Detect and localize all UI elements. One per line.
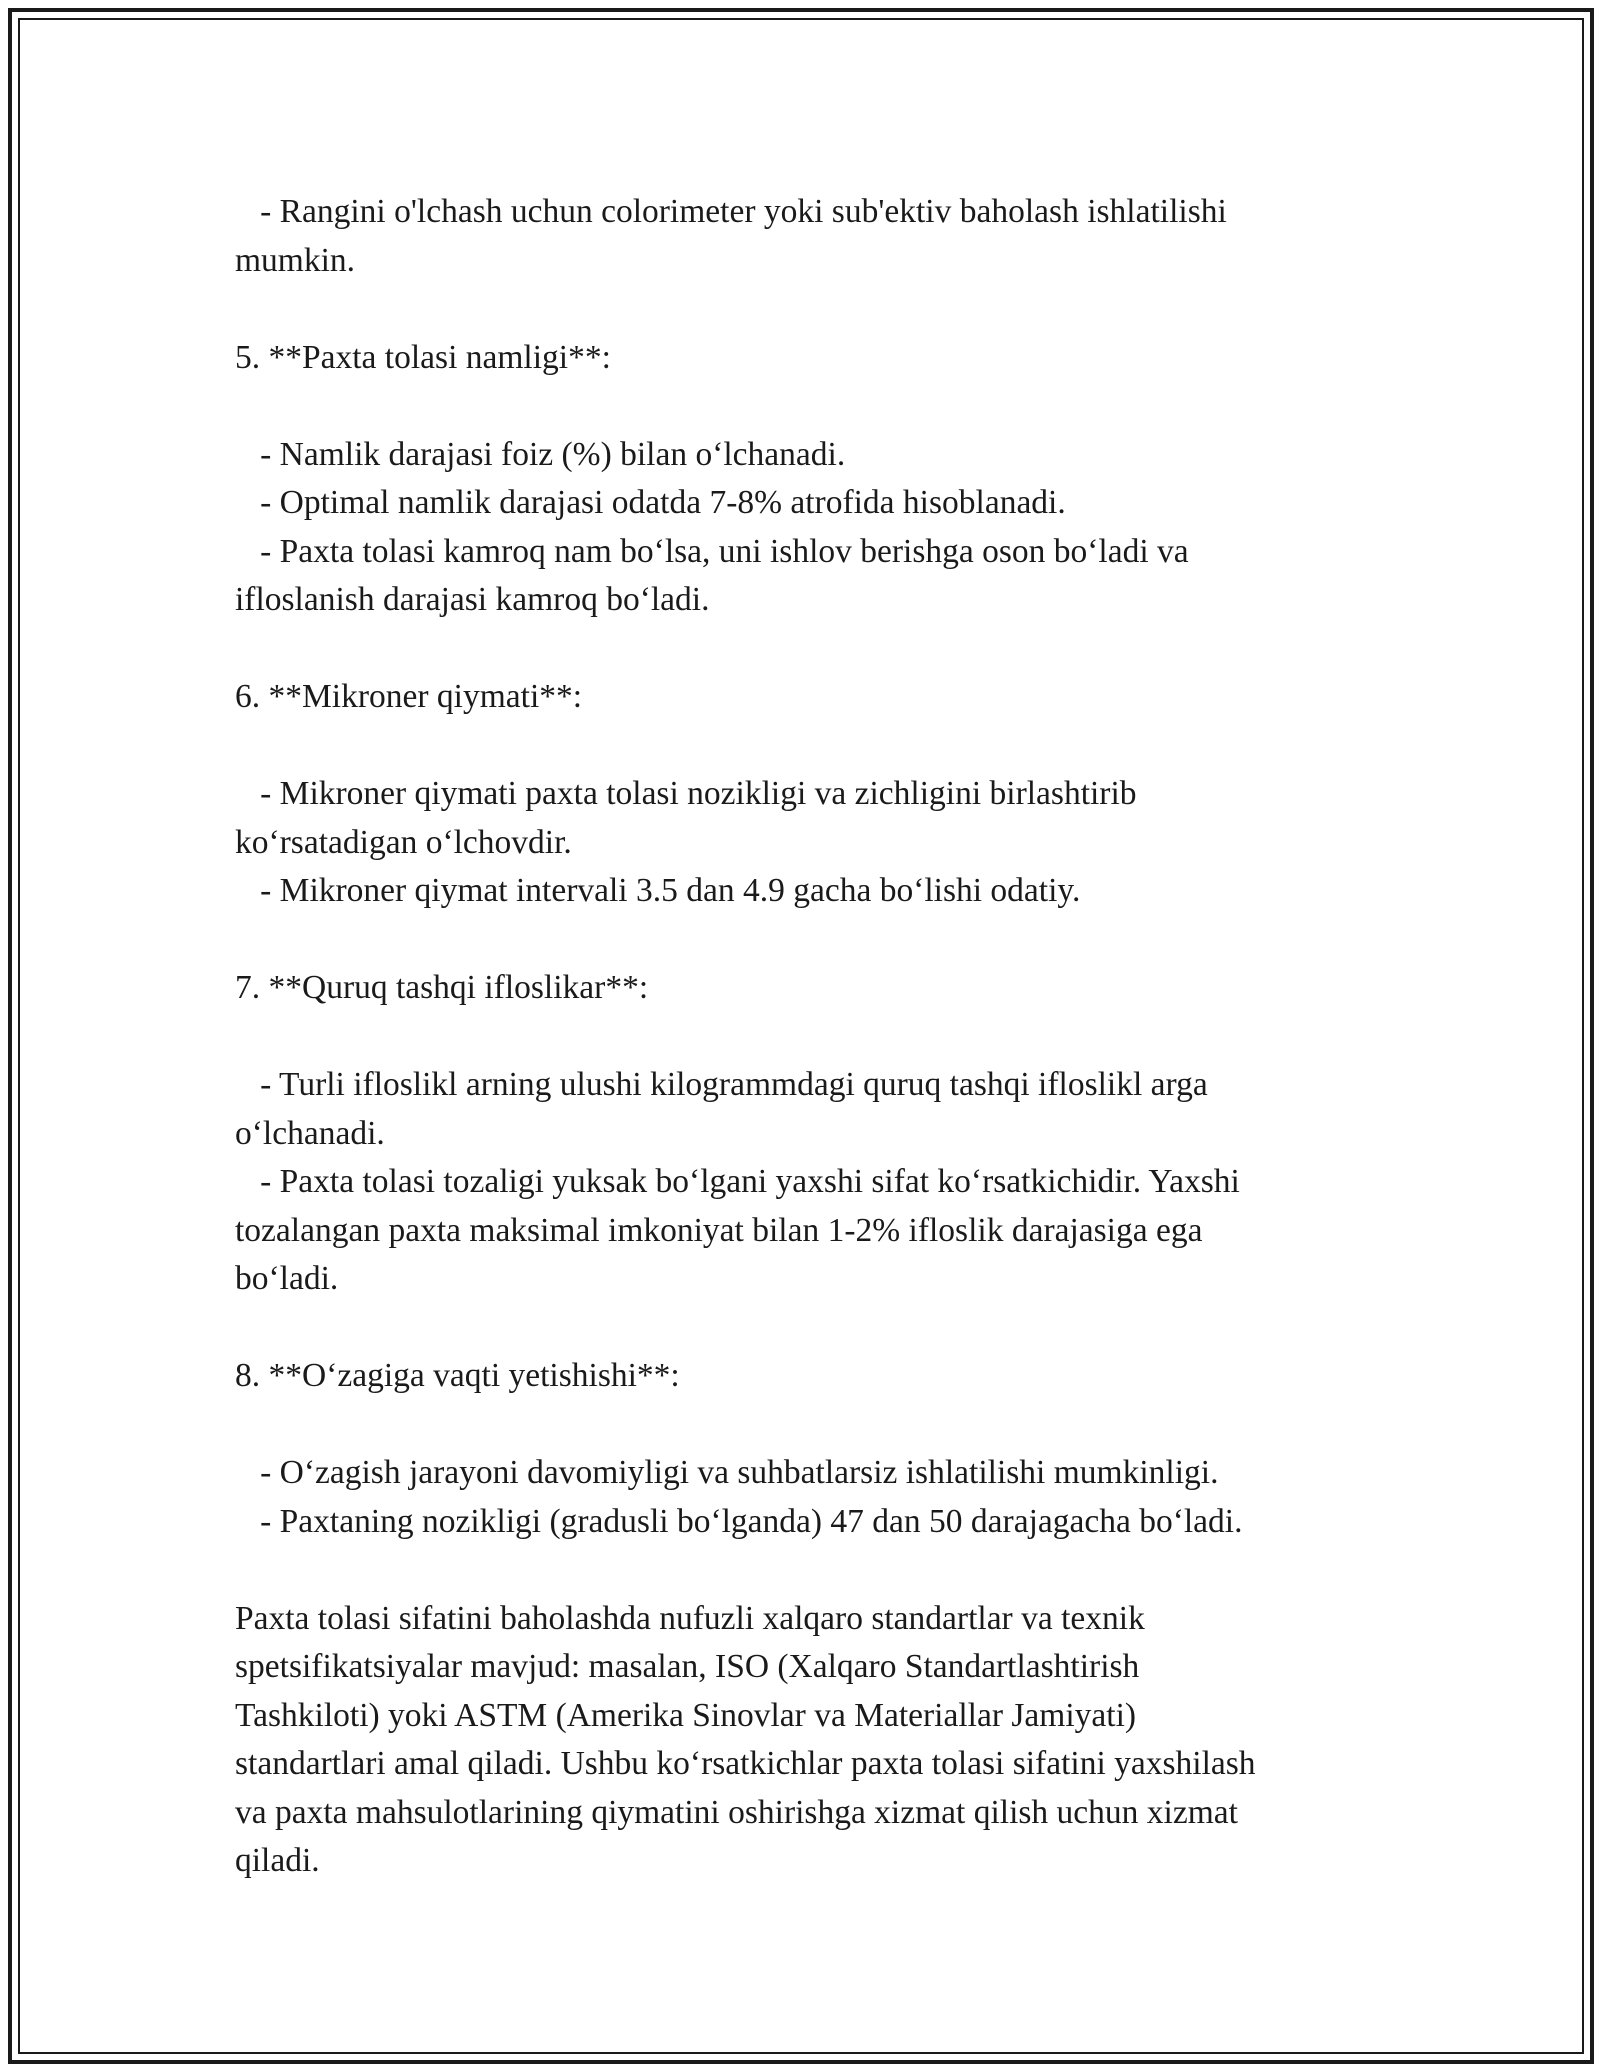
blank-line (235, 382, 1365, 431)
bullet-micronaire-definition: - Mikroner qiymati paxta tolasi nozikligi va zichligini birlashtirib koʻrsatadigan oʻlchovdir. (235, 775, 1137, 861)
document-body (235, 188, 1365, 1886)
blank-line (235, 916, 1365, 965)
bullet-maturity-fineness: - Paxtaning nozikligi (gradusli boʻlganda) 47 dan 50 darajagacha boʻladi. (235, 1502, 1243, 1540)
blank-line (235, 722, 1365, 771)
bullet-trash-measure: - Turli ifloslikl arning ulushi kilogrammdagi quruq tashqi ifloslikl arga oʻlchanadi. (235, 1066, 1208, 1152)
bullet-moisture-percent: - Namlik darajasi foiz (%) bilan oʻlchanadi. (235, 435, 846, 473)
bullet-moisture-low: - Paxta tolasi kamroq nam boʻlsa, uni ishlov berishga oson boʻladi va ifloslanish darajasi kamroq boʻladi. (235, 532, 1189, 618)
heading-item-5: 5. **Paxta tolasi namligi**: (235, 338, 611, 376)
bullet-trash-cleanliness: - Paxta tolasi tozaligi yuksak boʻlgani yaxshi sifat koʻrsatkichidir. Yaxshi tozalangan paxta maksimal imkoniyat bilan 1-2% ifloslik darajasiga ega boʻladi. (235, 1163, 1240, 1297)
bullet-moisture-optimal: - Optimal namlik darajasi odatda 7-8% atrofida hisoblanadi. (235, 484, 1066, 521)
heading-item-8: 8. **Oʻzagiga vaqti yetishishi**: (235, 1357, 680, 1394)
bullet-micronaire-range: - Mikroner qiymat intervali 3.5 dan 4.9 gacha boʻlishi odatiy. (235, 872, 1081, 909)
paragraph-color-note: - Rangini o'lchash uchun colorimeter yoki sub'ektiv baholash ishlatilishi mumkin. (235, 193, 1227, 279)
heading-item-6: 6. **Mikroner qiymati**: (235, 678, 583, 715)
blank-line (235, 625, 1365, 674)
blank-line (235, 1304, 1365, 1353)
paragraph-standards-conclusion: Paxta tolasi sifatini baholashda nufuzli xalqaro standartlar va texnik spetsifikatsiyalar mavjud: masalan, ISO (Xalqaro Standartlashtirish Tashkiloti) yoki ASTM (Amerika Sinovlar va Materiallar Jamiyati) standartlari amal qiladi. Ushbu koʻrsatkichlar paxta tolasi sifatini yaxshilash va paxta mahsulotlarining qiymatini oshirishga xizmat qilish uchun xizmat qiladi. (235, 1599, 1256, 1879)
blank-line (235, 1546, 1365, 1595)
blank-line (235, 1013, 1365, 1062)
bullet-maturity-duration: - Oʻzagish jarayoni davomiyligi va suhbatlarsiz ishlatilishi mumkinligi. (235, 1454, 1219, 1491)
blank-line (235, 285, 1365, 334)
blank-line (235, 1401, 1365, 1450)
heading-item-7: 7. **Quruq tashqi ifloslikar**: (235, 969, 649, 1006)
